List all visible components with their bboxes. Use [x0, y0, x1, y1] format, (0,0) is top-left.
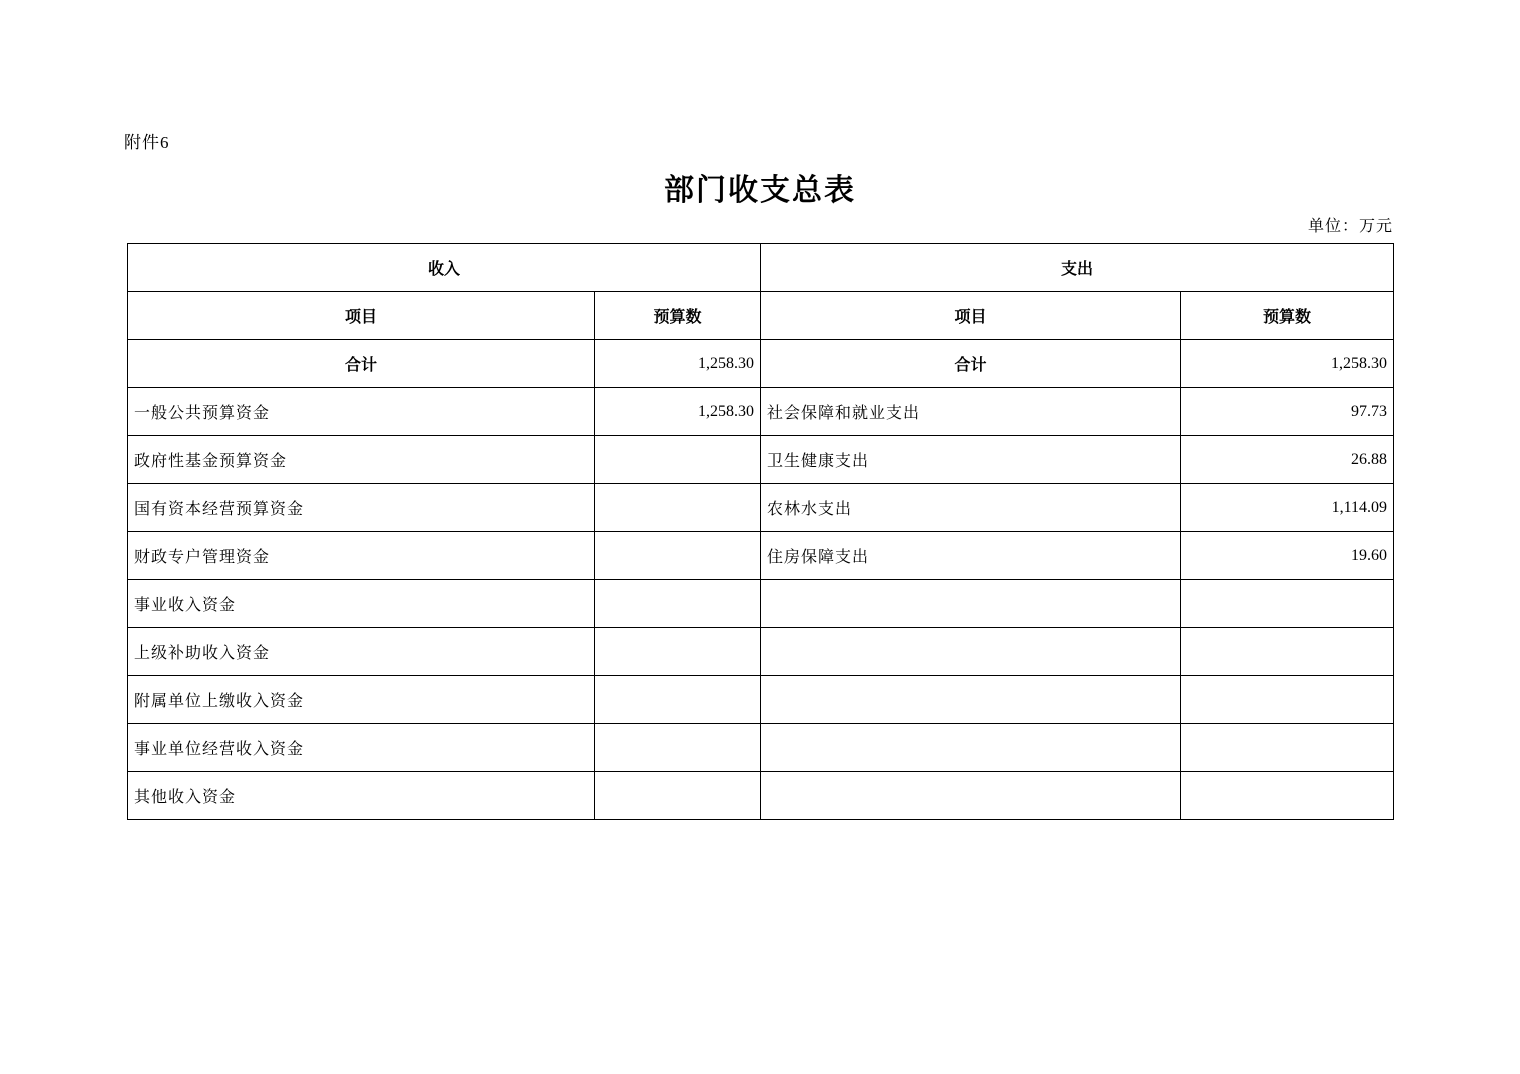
attachment-label: 附件6 [124, 133, 170, 152]
expense-item-label [761, 772, 1181, 820]
expense-item-label: 农林水支出 [761, 484, 1181, 532]
unit-note: 单位：万元 [1307, 218, 1393, 235]
income-item-label: 财政专户管理资金 [128, 532, 595, 580]
income-item-amount [595, 484, 761, 532]
income-item-label: 事业单位经营收入资金 [128, 724, 595, 772]
expense-item-label [761, 676, 1181, 724]
income-item-amount [595, 580, 761, 628]
income-item-label: 事业收入资金 [128, 580, 595, 628]
total-value-expense: 1,258.30 [1181, 340, 1394, 388]
expense-item-label [761, 580, 1181, 628]
column-header-income-budget: 预算数 [595, 292, 761, 340]
expense-item-label [761, 628, 1181, 676]
income-item-amount [595, 532, 761, 580]
expense-item-amount [1181, 724, 1394, 772]
expense-item-label [761, 724, 1181, 772]
table-row [128, 628, 1394, 676]
group-header-expense: 支出 [761, 244, 1394, 292]
table-row [128, 580, 1394, 628]
column-header-income-item: 项目 [128, 292, 595, 340]
page-title: 部门收支总表 [664, 174, 856, 207]
table-row [128, 676, 1394, 724]
table-row [128, 388, 1394, 436]
expense-item-label: 社会保障和就业支出 [761, 388, 1181, 436]
expense-item-amount: 1,114.09 [1181, 484, 1394, 532]
group-header-income: 收入 [128, 244, 761, 292]
expense-item-amount: 19.60 [1181, 532, 1394, 580]
table-column-header-row [128, 292, 1394, 340]
income-item-label: 政府性基金预算资金 [128, 436, 595, 484]
budget-summary-table [127, 243, 1394, 820]
total-label-income: 合计 [128, 340, 595, 388]
total-label-expense: 合计 [761, 340, 1181, 388]
income-item-amount [595, 676, 761, 724]
income-item-label: 国有资本经营预算资金 [128, 484, 595, 532]
income-item-amount [595, 772, 761, 820]
expense-item-amount [1181, 676, 1394, 724]
table-row [128, 436, 1394, 484]
table-group-header-row [128, 244, 1394, 292]
expense-item-label: 卫生健康支出 [761, 436, 1181, 484]
expense-item-amount [1181, 772, 1394, 820]
income-item-amount [595, 436, 761, 484]
table-row [128, 772, 1394, 820]
table-row [128, 532, 1394, 580]
income-item-label: 附属单位上缴收入资金 [128, 676, 595, 724]
table-row [128, 724, 1394, 772]
income-item-amount [595, 628, 761, 676]
expense-item-amount [1181, 628, 1394, 676]
expense-item-amount [1181, 580, 1394, 628]
income-item-amount [595, 724, 761, 772]
column-header-expense-budget: 预算数 [1181, 292, 1394, 340]
income-item-label: 上级补助收入资金 [128, 628, 595, 676]
expense-item-label: 住房保障支出 [761, 532, 1181, 580]
total-value-income: 1,258.30 [595, 340, 761, 388]
expense-item-amount: 97.73 [1181, 388, 1394, 436]
table-row [128, 484, 1394, 532]
expense-item-amount: 26.88 [1181, 436, 1394, 484]
income-item-label: 一般公共预算资金 [128, 388, 595, 436]
column-header-expense-item: 项目 [761, 292, 1181, 340]
income-item-amount: 1,258.30 [595, 388, 761, 436]
table-total-row [128, 340, 1394, 388]
income-item-label: 其他收入资金 [128, 772, 595, 820]
